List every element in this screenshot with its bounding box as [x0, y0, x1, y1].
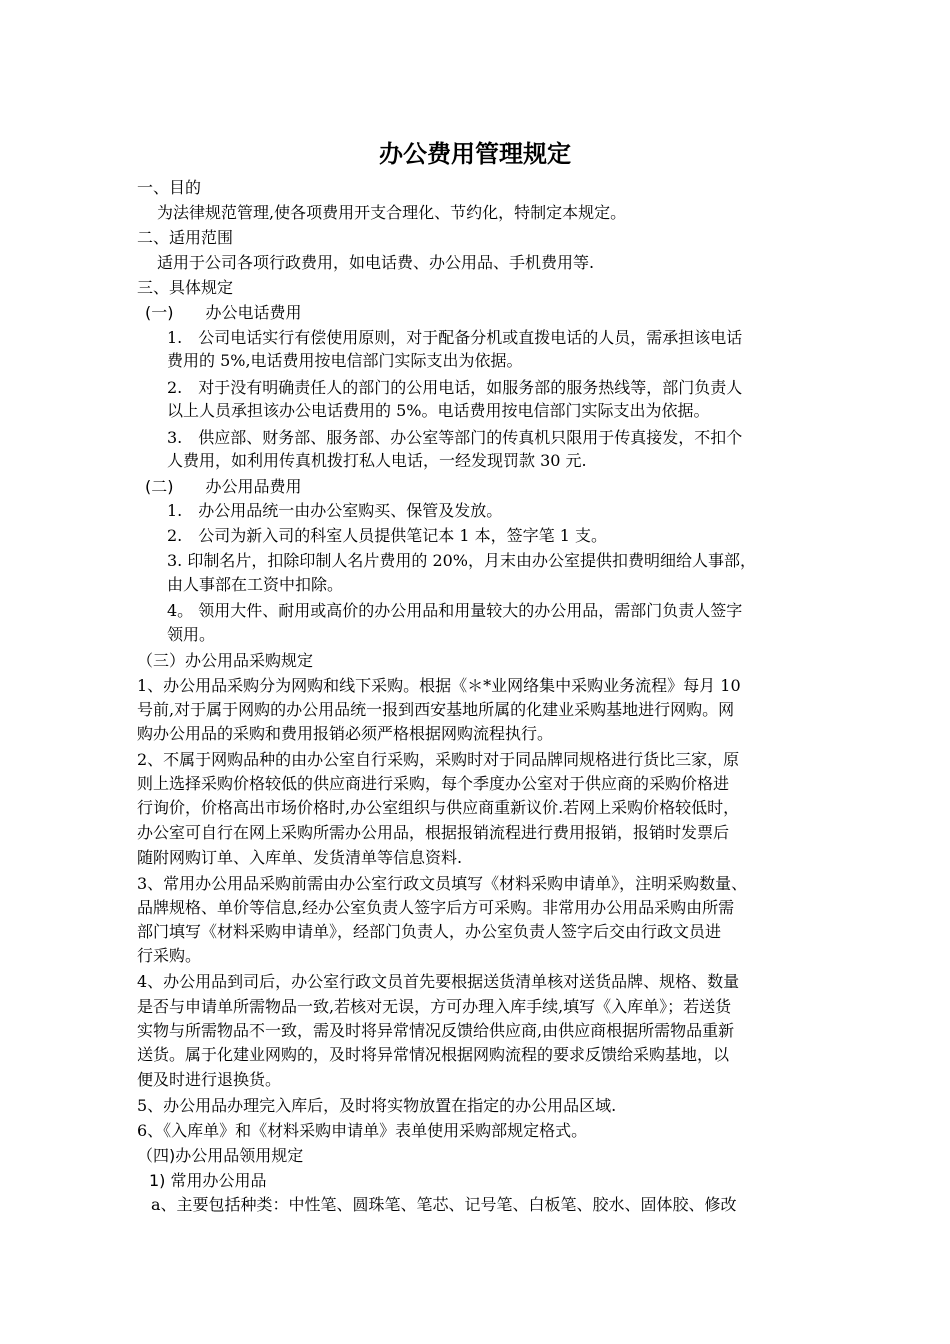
section-heading: 三、具体规定: [137, 278, 234, 297]
paragraph-line: 是否与申请单所需物品一致,若核对无误，方可办理入库手续,填写《入库单》；若送货: [137, 997, 732, 1016]
paragraph-line: 便及时进行退换货。: [137, 1070, 282, 1089]
subsection-heading: (二) 办公用品费用: [145, 477, 302, 496]
list-item-line: 3. 供应部、财务部、服务部、办公室等部门的传真机只限用于传真接发，不扣个: [167, 428, 743, 447]
paragraph-line: 品牌规格、单价等信息,经办公室负责人签字后方可采购。非常用办公用品采购由所需: [137, 898, 735, 917]
page-title: 办公费用管理规定: [379, 140, 571, 168]
paragraph-line: 为法律规范管理,使各项费用开支合理化、节约化，特制定本规定。: [157, 203, 627, 222]
list-item-line: 1. 公司电话实行有偿使用原则，对于配备分机或直拨电话的人员，需承担该电话: [167, 328, 743, 347]
paragraph-line: 4、办公用品到司后，办公室行政文员首先要根据送货清单核对送货品牌、规格、数量: [137, 972, 740, 991]
paragraph-line: 6、《入库单》和《材料采购申请单》表单使用采购部规定格式。: [137, 1121, 588, 1140]
paragraph-line: 送货。属于化建业网购的，及时将异常情况根据网购流程的要求反馈给采购基地，以: [137, 1045, 730, 1064]
paragraph-line: 3、常用办公用品采购前需由办公室行政文员填写《材料采购申请单》，注明采购数量、: [137, 874, 748, 893]
paragraph-line: 2、不属于网购品种的由办公室自行采购，采购时对于同品牌同规格进行货比三家，原: [137, 750, 740, 769]
subsection-heading: (一) 办公电话费用: [145, 303, 302, 322]
list-item-line: 4。 领用大件、耐用或高价的办公用品和用量较大的办公用品，需部门负责人签字: [167, 601, 743, 620]
paragraph-line: 1、办公用品采购分为网购和线下采购。根据《＊*业网络集中采购业务流程》每月 10: [137, 676, 741, 695]
section-heading: 二、适用范围: [137, 228, 234, 247]
list-item-line: 由人事部在工资中扣除。: [167, 575, 344, 594]
list-item-line: 以上人员承担该办公电话费用的 5%。电话费用按电信部门实际支出为依据。: [167, 401, 710, 420]
paragraph-line: 行采购。: [137, 946, 202, 965]
paragraph-line: a、主要包括种类：中性笔、圆珠笔、笔芯、记号笔、白板笔、胶水、固体胶、修改: [151, 1195, 737, 1214]
subsection-heading: （四)办公用品领用规定: [137, 1146, 304, 1165]
list-item-line: 费用的 5%,电话费用按电信部门实际支出为依据。: [167, 351, 523, 370]
paragraph-line: 实物与所需物品不一致，需及时将异常情况反馈给供应商,由供应商根据所需物品重新: [137, 1021, 735, 1040]
list-item-line: 领用。: [167, 625, 216, 644]
list-item-line: 2. 公司为新入司的科室人员提供笔记本 1 本，签字笔 1 支。: [167, 526, 607, 545]
paragraph-line: 部门填写《材料采购申请单》，经部门负责人，办公室负责人签字后交由行政文员进: [137, 922, 722, 941]
subsection-heading: （三）办公用品采购规定: [137, 651, 314, 670]
paragraph-line: 适用于公司各项行政费用，如电话费、办公用品、手机费用等.: [157, 253, 595, 272]
paragraph-line: 随附网购订单、入库单、发货清单等信息资料.: [137, 848, 463, 867]
list-item-line: 3. 印制名片，扣除印制人名片费用的 20%，月末由办公室提供扣费明细给人事部，: [167, 551, 757, 570]
list-item-line: 人费用，如利用传真机拨打私人电话，一经发现罚款 30 元.: [167, 451, 587, 470]
section-heading: 一、目的: [137, 178, 202, 197]
list-item-line: 2. 对于没有明确责任人的部门的公用电话，如服务部的服务热线等，部门负责人: [167, 378, 743, 397]
list-item-line: 1. 办公用品统一由办公室购买、保管及发放。: [167, 501, 503, 520]
paragraph-line: 号前,对于属于网购的办公用品统一报到西安基地所属的化建业采购基地进行网购。网: [137, 700, 735, 719]
paragraph-line: 办公室可自行在网上采购所需办公用品，根据报销流程进行费用报销，报销时发票后: [137, 823, 730, 842]
paragraph-line: 则上选择采购价格较低的供应商进行采购，每个季度办公室对于供应商的采购价格进: [137, 774, 730, 793]
paragraph-line: 行询价，价格高出市场价格时,办公室组织与供应商重新议价.若网上采购价格较低时，: [137, 798, 740, 817]
paragraph-line: 购办公用品的采购和费用报销必须严格根据网购流程执行。: [137, 724, 554, 743]
list-heading: 1) 常用办公用品: [149, 1171, 267, 1190]
paragraph-line: 5、办公用品办理完入库后，及时将实物放置在指定的办公用品区域.: [137, 1096, 617, 1115]
